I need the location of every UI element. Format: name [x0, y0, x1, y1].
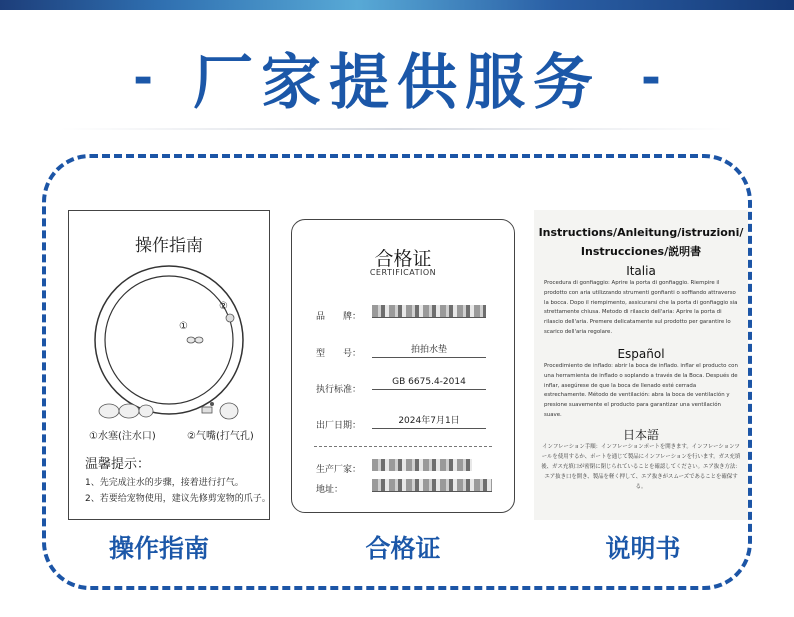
air-valve-tip — [210, 402, 214, 406]
ring-outer-outline — [95, 266, 243, 414]
caption-certificate: 合格证 — [365, 534, 441, 563]
section-title: 厂家提供服务 — [193, 48, 601, 118]
ring-inner-outline — [105, 276, 233, 404]
manufacturer-value-redacted — [372, 459, 472, 471]
model-value: 拍拍水垫 — [372, 342, 486, 358]
inflatable-ring-illustration — [69, 211, 271, 451]
certificate-subheading: CERTIFICATION — [369, 268, 437, 277]
air-valve-icon — [220, 403, 238, 419]
standard-label: 执行标准： — [316, 385, 362, 395]
operation-guide-card — [68, 210, 270, 520]
water-plug-icon — [119, 404, 139, 418]
water-plug-icon — [99, 404, 119, 418]
brand-label: 品 牌： — [316, 312, 362, 322]
spanish-text: Procedimiento de inflado: abrir la boca de inflado. inflar el producto con una herramienta de inflado o soplando a través de la Boca. Después de inflar, asegúrese de que la boca de llenado esté cerrada estrechamente. Método de ventilación: abra la boca de ventilación y presione suavemente el producto para garantizar una ventilación suave. — [544, 363, 738, 418]
marker-air-valve: ② — [219, 301, 228, 312]
section-header — [0, 38, 794, 118]
guide-heading: 操作指南 — [135, 236, 203, 256]
certificate-heading: 合格证 — [374, 248, 432, 270]
label-air-valve: ②气嘴(打气孔) — [187, 431, 254, 442]
title-dash-right: - — [641, 50, 661, 106]
japanese-heading: 日本語 — [622, 428, 659, 442]
model-label: 型 号： — [316, 349, 362, 359]
title-divider — [60, 128, 734, 130]
standard-value: GB 6675.4-2014 — [372, 377, 486, 390]
japanese-text: インフレーション手順：インフレーションポートを開きます。インフレーションツールを使用するか、ポートを通じて製品にインフレーションを行います。ガス充填後、ガス充填口が密閉に閉じられていることを確認してください。エア抜き方法：エア抜き口を開き、製品を軽く押して、エア抜きがスムーズであることを確保する。 — [541, 444, 741, 490]
instructions-title-line-2: Instrucciones/説明書 — [580, 245, 702, 258]
water-plug-dot — [195, 337, 203, 343]
address-value-redacted — [372, 479, 492, 492]
address-label: 地址： — [316, 485, 344, 495]
air-valve-icon — [202, 407, 212, 413]
brand-value-redacted — [372, 305, 486, 318]
caption-operation-guide: 操作指南 — [108, 534, 209, 563]
tips-title: 温馨提示： — [85, 457, 151, 472]
manufacturer-label: 生产厂家： — [316, 465, 362, 475]
water-plug-dot — [187, 337, 195, 343]
marker-water-plug: ① — [179, 321, 188, 332]
top-banner-strip — [0, 0, 794, 10]
certificate-card — [291, 219, 515, 513]
certificate-divider — [314, 446, 492, 447]
date-value: 2024年7月1日 — [372, 413, 486, 429]
italian-heading: Italia — [626, 264, 656, 278]
italian-text: Procedura di gonfiaggio: Aprire la porta di gonfiaggio. Riempire il prodotto con aria utilizzando strumenti gonfianti o soffiando attraverso la bocca. Dopo il riempimento, assicurarsi che la porta di gonfiaggio sia strettamente chiusa. Metodo di rilascio dell'aria: Aprire la porta di rilascio dell'aria. Premere delicatamente sul prodotto per garantire lo scarico dell'aria regolare. — [544, 280, 738, 335]
instructions-title-line-1: Instructions/Anleitung/istruzioni/ — [538, 226, 744, 239]
water-plug-icon — [139, 405, 153, 417]
air-valve-dot — [226, 314, 234, 322]
spanish-heading: Español — [617, 347, 665, 361]
tip-line-1: 1、先完成注水的步骤，接着进行打气。 — [85, 478, 244, 488]
label-water-plug: ①水塞(注水口) — [89, 431, 156, 442]
caption-instructions: 说明书 — [605, 534, 681, 563]
instructions-card — [534, 210, 748, 520]
tip-line-2: 2、若要给宠物使用，建议先修剪宠物的爪子。 — [85, 494, 271, 504]
date-label: 出厂日期： — [316, 421, 362, 431]
title-dash-left: - — [133, 50, 153, 106]
